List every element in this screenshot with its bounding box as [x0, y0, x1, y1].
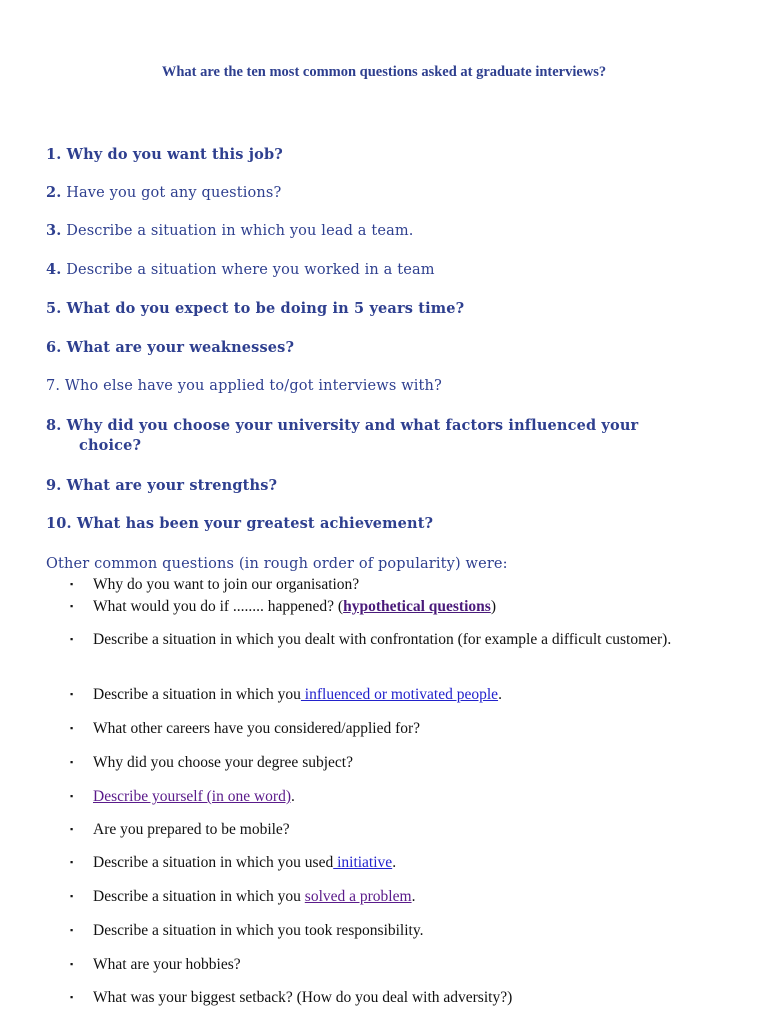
- bullet-icon: ▪: [70, 634, 74, 644]
- list-item: [70, 920, 700, 941]
- list-item-text: Why do you want to join our organisation?: [93, 576, 360, 593]
- list-item-text: Describe a situation in which you took responsibility.: [93, 922, 424, 939]
- list-item: [70, 886, 700, 907]
- question-item: [46, 260, 706, 280]
- list-item: [70, 596, 700, 617]
- bullet-icon: ▪: [70, 959, 74, 969]
- question-text: Have you got any questions?: [66, 185, 282, 201]
- describe-yourself-link[interactable]: Describe yourself (in one word): [93, 788, 291, 805]
- question-text: What do you expect to be doing in 5 years time?: [66, 300, 465, 317]
- list-item: [70, 752, 700, 773]
- list-item-text: Why did you choose your degree subject?: [93, 754, 353, 771]
- list-item-text: Describe a situation in which you used: [93, 854, 334, 871]
- question-number: 3.: [46, 222, 62, 239]
- list-item: [70, 629, 700, 650]
- question-item: [46, 183, 706, 203]
- list-item: [70, 574, 700, 595]
- question-text: What has been your greatest achievement?: [76, 515, 434, 532]
- question-text: Who else have you applied to/got interviews with?: [64, 378, 442, 394]
- question-text: Why did you choose your university and what factors influenced your: [66, 417, 639, 434]
- question-text-continued: choice?: [79, 437, 142, 454]
- bullet-icon: ▪: [70, 791, 74, 801]
- solved-a-problem-link[interactable]: solved a problem: [304, 888, 412, 905]
- page-title: What are the ten most common questions asked at graduate interviews?: [161, 64, 607, 80]
- list-item: [70, 954, 700, 975]
- list-item-text: Describe a situation in which you: [93, 888, 305, 905]
- bullet-icon: ▪: [70, 925, 74, 935]
- bullet-icon: ▪: [70, 992, 74, 1002]
- question-item: [46, 338, 706, 358]
- question-number: 9.: [46, 477, 62, 494]
- hypothetical-questions-link[interactable]: hypothetical questions: [343, 598, 491, 615]
- bullet-icon: ▪: [70, 579, 74, 589]
- initiative-link[interactable]: initiative: [333, 854, 393, 871]
- question-text: Describe a situation where you worked in a team: [66, 262, 435, 278]
- list-item-text: Describe a situation in which you: [93, 686, 301, 703]
- question-number: 2.: [46, 184, 62, 201]
- bullet-icon: ▪: [70, 891, 74, 901]
- question-item: [46, 299, 706, 319]
- influenced-motivated-people-link[interactable]: influenced or motivated people: [300, 686, 499, 703]
- question-item: [46, 416, 706, 456]
- list-item: [70, 987, 700, 1008]
- question-number: 8.: [46, 417, 62, 434]
- list-item-text-end: ): [490, 598, 496, 615]
- question-number: 4.: [46, 261, 62, 278]
- question-text: Why do you want this job?: [66, 146, 283, 163]
- question-item: [46, 221, 706, 241]
- list-item-text: What would you do if ........ happened? (: [93, 598, 344, 615]
- other-questions-heading: Other common questions (in rough order of popularity) were:: [46, 556, 508, 572]
- question-text: What are your strengths?: [66, 477, 278, 494]
- question-number: 7.: [46, 378, 61, 394]
- list-item: [70, 718, 700, 739]
- list-item: [70, 852, 700, 873]
- question-text: Describe a situation in which you lead a team.: [66, 223, 414, 239]
- bullet-icon: ▪: [70, 857, 74, 867]
- question-item: [46, 476, 706, 496]
- question-text: What are your weaknesses?: [66, 339, 295, 356]
- list-item: [70, 786, 700, 807]
- question-number: 1.: [46, 146, 62, 163]
- list-item-text-end: .: [291, 788, 295, 805]
- list-item-text: What was your biggest setback? (How do you deal with adversity?): [93, 989, 513, 1006]
- list-item-text: Describe a situation in which you dealt with confrontation (for example a difficult customer).: [93, 631, 672, 648]
- bullet-icon: ▪: [70, 757, 74, 767]
- question-item: [46, 376, 706, 396]
- list-item: [70, 819, 700, 840]
- list-item-text: Are you prepared to be mobile?: [93, 821, 290, 838]
- question-item: [46, 514, 706, 534]
- question-number: 10.: [46, 515, 72, 532]
- question-number: 6.: [46, 339, 62, 356]
- list-item-text-end: .: [392, 854, 397, 871]
- list-item-text: What are your hobbies?: [93, 956, 241, 973]
- list-item-text: What other careers have you considered/applied for?: [93, 720, 421, 737]
- list-item: [70, 684, 700, 705]
- bullet-icon: ▪: [70, 824, 74, 834]
- list-item-text-end: .: [498, 686, 502, 703]
- bullet-icon: ▪: [70, 601, 74, 611]
- question-number: 5.: [46, 300, 62, 317]
- bullet-icon: ▪: [70, 723, 74, 733]
- list-item-text-end: .: [411, 888, 416, 905]
- bullet-icon: ▪: [70, 689, 74, 699]
- question-item: [46, 145, 706, 165]
